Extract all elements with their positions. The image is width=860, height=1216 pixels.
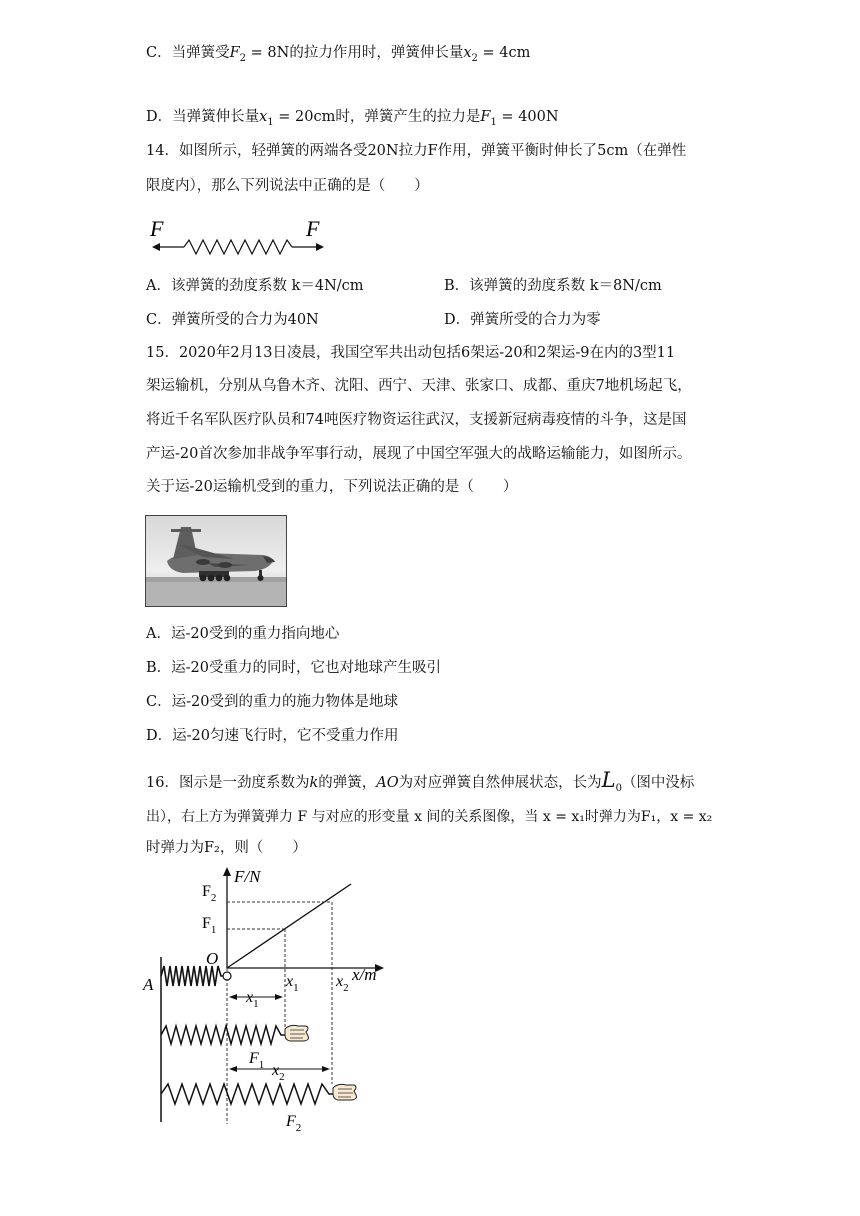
origin-label: O bbox=[206, 949, 219, 968]
spring-end-o bbox=[223, 972, 231, 980]
q13-option-d: D．当弹簧伸长量$x_1 = 20cm$时，弹簧产生的拉力是$F_1 = 400N$ bbox=[146, 109, 559, 128]
spring-force-figure bbox=[146, 214, 336, 260]
spring-natural bbox=[161, 966, 224, 986]
dim-x1-label: $x_1$ bbox=[246, 989, 259, 1010]
q15-stem-line4: 产运-20首次参加非战争军事行动，展现了中国空军强大的战略运输能力，如图所示。 bbox=[146, 446, 692, 462]
q16-stem-line3: 时弹力为F₂，则（ ） bbox=[146, 840, 307, 856]
q14-option-c: C．弹簧所受的合力为40N bbox=[146, 312, 319, 328]
x-axis-label: x/m bbox=[352, 965, 377, 984]
spring-zigzag bbox=[184, 240, 292, 254]
q15-option-a: A．运-20受到的重力指向地心 bbox=[146, 626, 340, 642]
fig-left-force-label: F bbox=[150, 216, 164, 241]
q14-stem-line1: 14．如图所示，轻弹簧的两端各受20N拉力F作用，弹簧平衡时伸长了5cm（在弹性 bbox=[146, 143, 687, 159]
spring-stretched-x2 bbox=[161, 1084, 333, 1104]
q15-stem-line3: 将近千名军队医疗队员和74吨医疗物资运往武汉，支援新冠病毒疫情的斗争，这是国 bbox=[146, 412, 687, 428]
x2-tick-label: $x_2$ bbox=[336, 973, 349, 994]
y20-aircraft-photo bbox=[145, 515, 287, 607]
q14-stem-line2: 限度内），那么下列说法中正确的是（ ） bbox=[146, 178, 429, 194]
q15-stem-line1: 15．2020年2月13日凌晨，我国空军共出动包括6架运-20和2架运-9在内的3型11 bbox=[146, 345, 676, 361]
lbl-x2: $x_2$ bbox=[272, 1062, 285, 1083]
hand-icon bbox=[333, 1084, 357, 1100]
spring-stretched-x1 bbox=[161, 1026, 285, 1044]
q15-stem-line5: 关于运-20运输机受到的重力，下列说法正确的是（ ） bbox=[146, 479, 518, 495]
hand-icon bbox=[285, 1025, 309, 1041]
lbl-f1: $F_1$ bbox=[249, 1050, 265, 1071]
force-line bbox=[227, 884, 351, 968]
q16-stem-line1: 16．图示是一劲度系数为k的弹簧，AO为对应弹簧自然伸展状态，长为$L_0$（图中没标 bbox=[146, 768, 695, 794]
fig-right-force-label: F bbox=[306, 216, 320, 241]
q15-option-b: B．运-20受重力的同时，它也对地球产生吸引 bbox=[146, 660, 442, 676]
f1-label: $F_1$ bbox=[202, 915, 217, 936]
q14-option-a: A．该弹簧的劲度系数 k＝4N/cm bbox=[146, 278, 364, 294]
q15-option-d: D．运-20匀速飞行时，它不受重力作用 bbox=[146, 728, 399, 744]
point-a-label: A bbox=[143, 975, 154, 994]
q14-option-b: B．该弹簧的劲度系数 k＝8N/cm bbox=[444, 278, 662, 294]
q15-stem-line2: 架运输机，分别从乌鲁木齐、沈阳、西宁、天津、张家口、成都、重庆7地机场起飞， bbox=[146, 378, 692, 394]
q13-option-c: C．当弹簧受$F_2 = 8N$的拉力作用时，弹簧伸长量$x_2 = 4cm$ bbox=[146, 45, 531, 64]
spring-force-graph-figure bbox=[140, 862, 390, 1137]
q15-option-c: C．运-20受到的重力的施力物体是地球 bbox=[146, 694, 398, 710]
q14-option-d: D．弹簧所受的合力为零 bbox=[444, 312, 601, 328]
x1-tick-label: $x_1$ bbox=[286, 973, 299, 994]
q16-stem-line2: 出），右上方为弹簧弹力 F 与对应的形变量 x 间的关系图像，当 x = x₁时弹力为F₁，x = x₂ bbox=[146, 809, 713, 825]
y-axis-label: F/N bbox=[234, 867, 261, 886]
f2-label: $F_2$ bbox=[202, 883, 217, 904]
lbl-f2: $F_2$ bbox=[286, 1113, 302, 1134]
